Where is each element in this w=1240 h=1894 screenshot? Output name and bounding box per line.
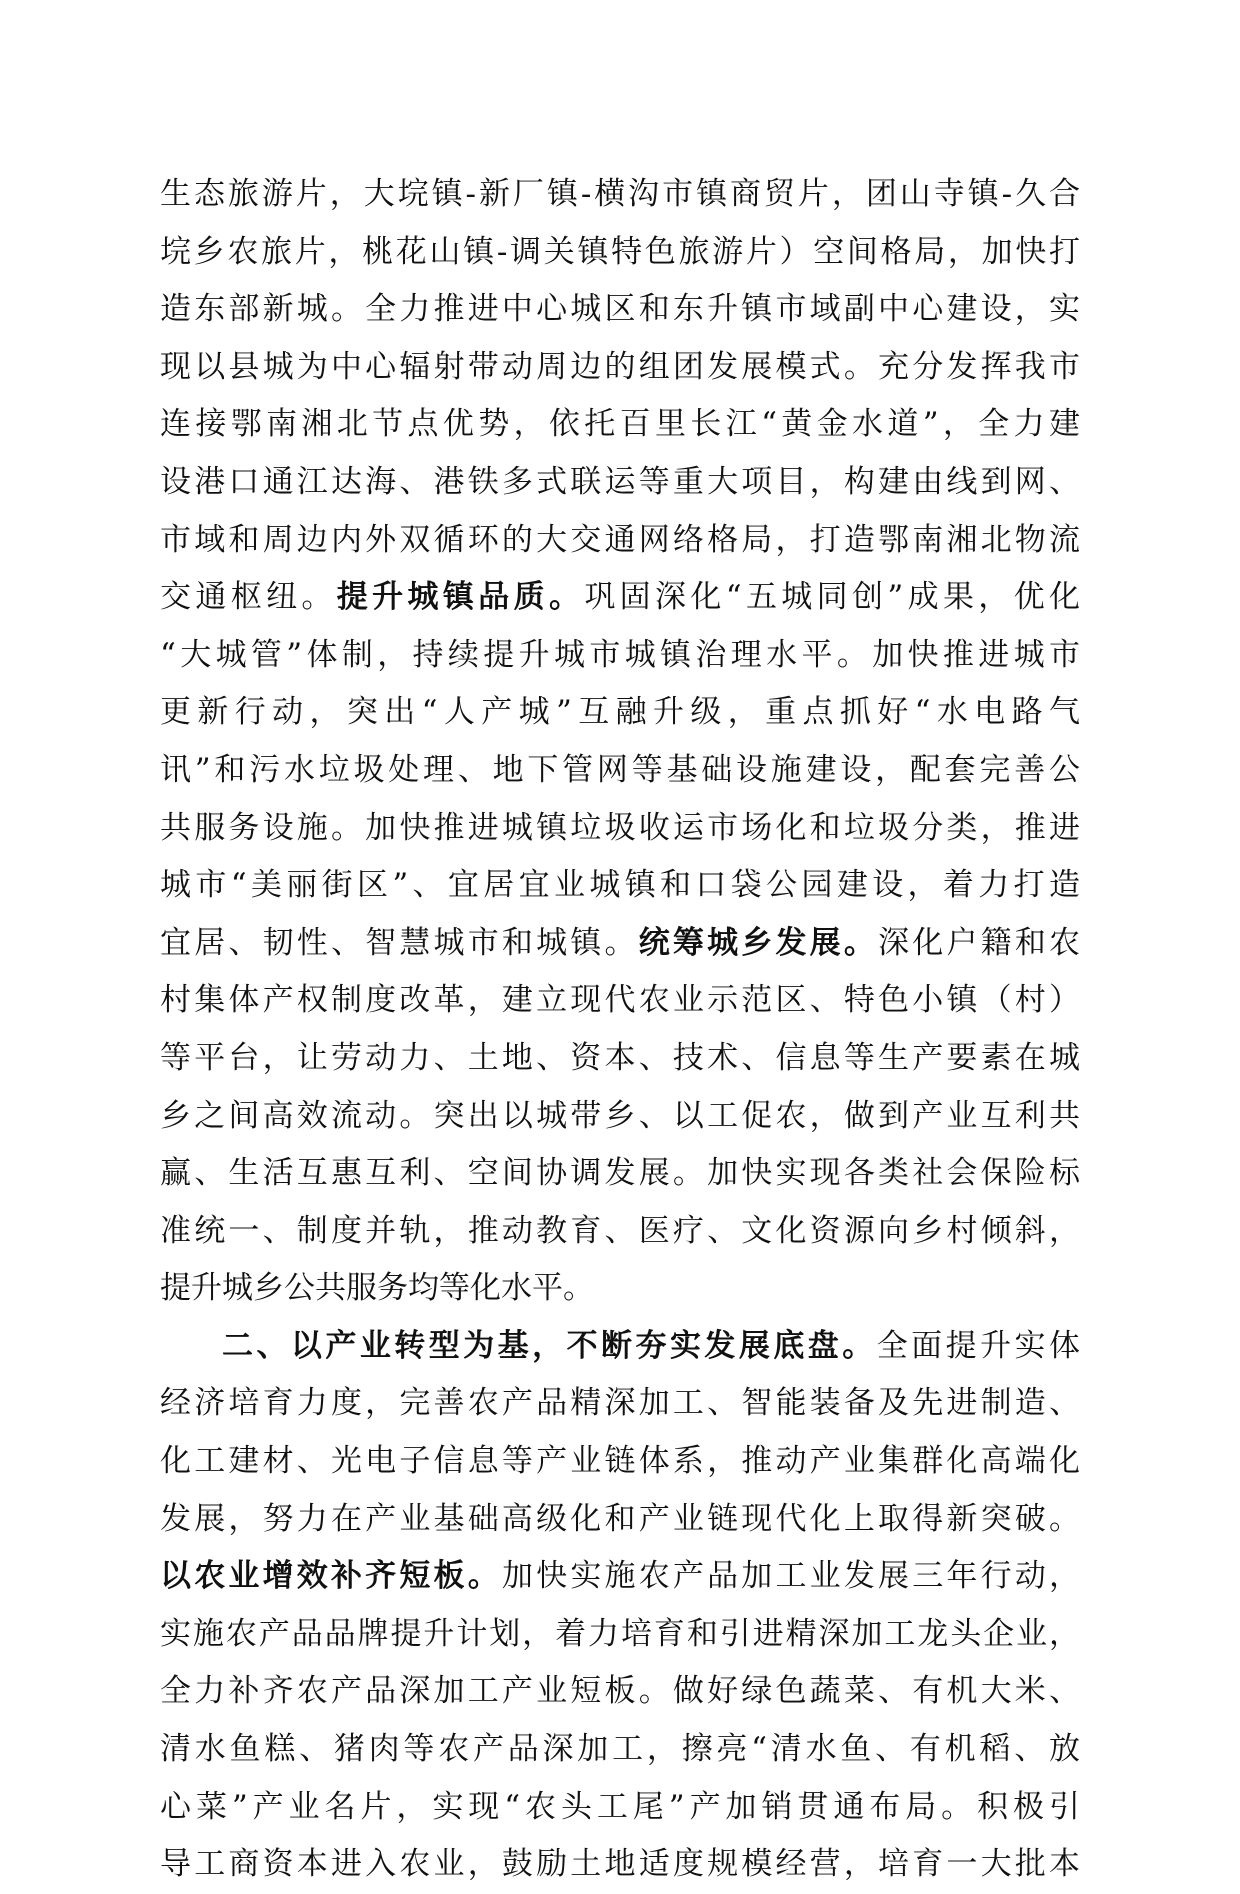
text-line: 化工建材、光电子信息等产业链体系，推动产业集群化高端化 bbox=[160, 1443, 1080, 1480]
text-line: 准统一、制度并轨，推动教育、医疗、文化资源向乡村倾斜， bbox=[160, 1212, 1080, 1249]
text-line: 导工商资本进入农业，鼓励土地适度规模经营，培育一大批本 bbox=[160, 1846, 1080, 1883]
text-line: 发展，努力在产业基础高级化和产业链现代化上取得新突破。 bbox=[160, 1500, 1080, 1537]
text-line: 经济培育力度，完善农产品精深加工、智能装备及先进制造、 bbox=[160, 1385, 1080, 1422]
text-line: 实施农产品品牌提升计划，着力培育和引进精深加工龙头企业， bbox=[160, 1615, 1080, 1652]
text-line: 更新行动，突出“人产城”互融升级，重点抓好“水电路气 bbox=[160, 694, 1080, 731]
text-line: 心菜”产业名片，实现“农头工尾”产加销贯通布局。积极引 bbox=[160, 1788, 1080, 1825]
text-run: 巩固深化“五城同创”成果，优化 bbox=[584, 579, 1081, 616]
text-line: 村集体产权制度改革，建立现代农业示范区、特色小镇（村） bbox=[160, 982, 1080, 1019]
text-line: 垸乡农旅片，桃花山镇-调关镇特色旅游片）空间格局，加快打 bbox=[160, 233, 1080, 270]
body-text bbox=[160, 166, 1080, 1894]
text-line: “大城管”体制，持续提升城市城镇治理水平。加快推进城市 bbox=[160, 636, 1080, 673]
text-run: 深化户籍和农 bbox=[878, 924, 1081, 961]
text-line: 赢、生活互惠互利、空间协调发展。加快实现各类社会保险标 bbox=[160, 1155, 1080, 1192]
text-line: 讯”和污水垃圾处理、地下管网等基础设施建设，配套完善公 bbox=[160, 751, 1080, 788]
bold-heading: 统筹城乡发展。 bbox=[638, 924, 879, 961]
bold-heading: 以农业增效补齐短板。 bbox=[160, 1558, 502, 1595]
text-line bbox=[160, 569, 1080, 627]
text-line: 市域和周边内外双循环的大交通网络格局，打造鄂南湘北物流 bbox=[160, 521, 1080, 558]
text-line: 生态旅游片，大垸镇-新厂镇-横沟市镇商贸片，团山寺镇-久合 bbox=[160, 176, 1080, 212]
text-line: 城市“美丽街区”、宜居宜业城镇和口袋公园建设，着力打造 bbox=[160, 867, 1080, 904]
text-line bbox=[160, 1548, 1080, 1606]
section-heading: 二、以产业转型为基，不断夯实发展底盘。 bbox=[222, 1327, 877, 1364]
text-run: 宜居、韧性、智慧城市和城镇。 bbox=[160, 924, 639, 961]
section-heading-line bbox=[160, 1318, 1080, 1376]
text-run: 交通枢纽。 bbox=[160, 579, 337, 616]
text-line: 全力补齐农产品深加工产业短板。做好绿色蔬菜、有机大米、 bbox=[160, 1673, 1080, 1710]
bold-heading: 提升城镇品质。 bbox=[336, 579, 585, 616]
text-line: 清水鱼糕、猪肉等农产品深加工，擦亮“清水鱼、有机稻、放 bbox=[160, 1731, 1080, 1768]
text-line: 设港口通江达海、港铁多式联运等重大项目，构建由线到网、 bbox=[160, 463, 1080, 500]
text-line: 造东部新城。全力推进中心城区和东升镇市域副中心建设，实 bbox=[160, 291, 1080, 328]
text-line: 等平台，让劳动力、土地、资本、技术、信息等生产要素在城 bbox=[160, 1039, 1080, 1076]
text-line: 提升城乡公共服务均等化水平。 bbox=[160, 1270, 594, 1307]
text-line bbox=[160, 915, 1080, 973]
text-run: 全面提升实体 bbox=[876, 1327, 1081, 1364]
text-line: 乡之间高效流动。突出以城带乡、以工促农，做到产业互利共 bbox=[160, 1097, 1080, 1134]
text-line: 现以县城为中心辐射带动周边的组团发展模式。充分发挥我市 bbox=[160, 348, 1080, 385]
text-run: 加快实施农产品加工业发展三年行动， bbox=[501, 1558, 1081, 1595]
text-line: 共服务设施。加快推进城镇垃圾收运市场化和垃圾分类，推进 bbox=[160, 809, 1080, 846]
text-line: 连接鄂南湘北节点优势，依托百里长江“黄金水道”，全力建 bbox=[160, 406, 1080, 443]
